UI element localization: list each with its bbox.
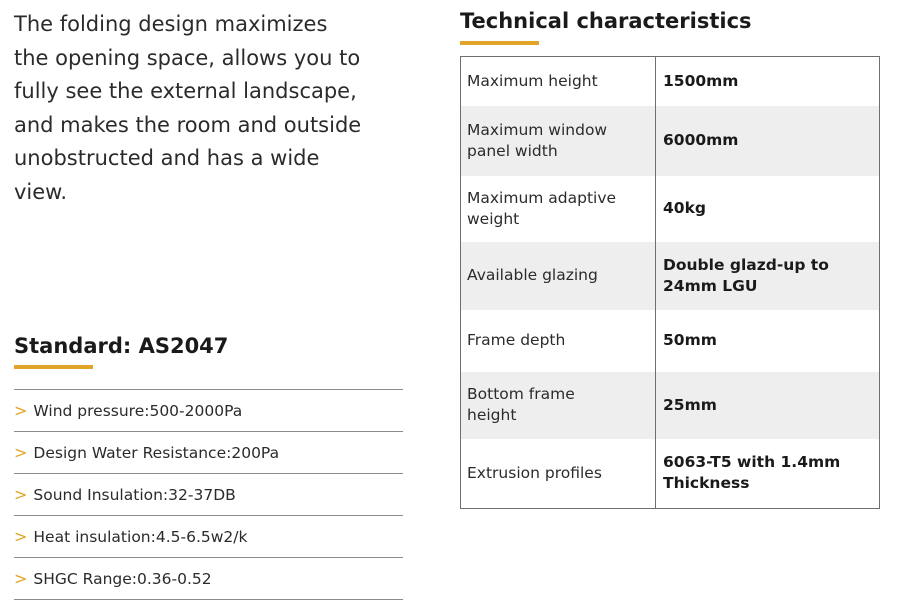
chevron-right-icon: >: [14, 443, 28, 462]
row-label-line: Maximum height: [467, 71, 598, 90]
spec-item: [14, 431, 403, 473]
technical-title: Technical characteristics: [460, 9, 752, 33]
row-label: [461, 439, 656, 509]
row-label-line: Extrusion profiles: [467, 463, 602, 482]
row-label-line: Maximum adaptive: [467, 188, 617, 207]
row-label: [461, 242, 656, 310]
table-row: [461, 242, 880, 310]
chevron-right-icon: >: [14, 485, 28, 504]
technical-table: [460, 56, 880, 509]
row-value-line: 1500mm: [663, 71, 739, 90]
row-value: [656, 372, 880, 439]
spec-item-text: SHGC Range:0.36-0.52: [33, 569, 212, 588]
row-label-line: panel width: [467, 141, 558, 160]
standard-spec-list: [14, 389, 403, 600]
row-value: [656, 439, 880, 509]
table-row: [461, 57, 880, 106]
row-value-line: Double glazd-up to: [663, 255, 829, 274]
table-row: [461, 176, 880, 242]
row-label-line: weight: [467, 209, 520, 228]
intro-paragraph: [14, 8, 384, 209]
table-row: [461, 372, 880, 439]
row-label-line: Maximum window: [467, 120, 608, 139]
spec-item-text: Sound Insulation:32-37DB: [33, 485, 236, 504]
row-value: [656, 106, 880, 176]
row-value-line: Thickness: [663, 474, 750, 493]
standard-title: Standard: AS2047: [14, 334, 229, 358]
intro-line: fully see the external landscape,: [14, 79, 357, 103]
intro-line: The folding design maximizes: [14, 12, 328, 36]
spec-item: [14, 557, 403, 600]
row-value: [656, 176, 880, 242]
intro-line: view.: [14, 179, 68, 204]
table-row: [461, 439, 880, 509]
row-value-line: 6000mm: [663, 131, 739, 149]
spec-item: [14, 473, 403, 515]
chevron-right-icon: >: [14, 401, 28, 420]
row-value-line: 50mm: [663, 331, 717, 349]
row-value: [656, 310, 880, 372]
row-value-line: 24mm LGU: [663, 276, 758, 295]
spec-item-text: Wind pressure:500-2000Pa: [33, 401, 243, 420]
row-label: [461, 176, 656, 242]
row-label-line: height: [467, 406, 517, 424]
intro-line: and makes the room and outside: [14, 112, 362, 137]
row-value-line: 6063-T5 with 1.4mm: [663, 453, 841, 472]
table-row: [461, 106, 880, 176]
table-row: [461, 310, 880, 372]
standard-title-underline: [14, 365, 93, 369]
spec-item: [14, 389, 403, 431]
row-value: [656, 242, 880, 310]
spec-item-text: Design Water Resistance:200Pa: [33, 443, 280, 462]
technical-title-underline: [460, 41, 539, 45]
row-label: [461, 57, 656, 106]
spec-item-text: Heat insulation:4.5-6.5w2/k: [33, 527, 248, 546]
row-value: [656, 57, 880, 106]
row-label: [461, 106, 656, 176]
row-value-line: 40kg: [663, 199, 706, 217]
intro-line: unobstructed and has a wide: [14, 146, 320, 170]
row-label-line: Frame depth: [467, 331, 566, 349]
spec-item: [14, 515, 403, 557]
row-label: [461, 310, 656, 372]
row-value-line: 25mm: [663, 395, 717, 414]
row-label-line: Available glazing: [467, 266, 598, 284]
row-label-line: Bottom frame: [467, 385, 575, 403]
chevron-right-icon: >: [14, 569, 28, 588]
chevron-right-icon: >: [14, 527, 28, 546]
row-label: [461, 372, 656, 439]
intro-line: the opening space, allows you to: [14, 45, 361, 70]
